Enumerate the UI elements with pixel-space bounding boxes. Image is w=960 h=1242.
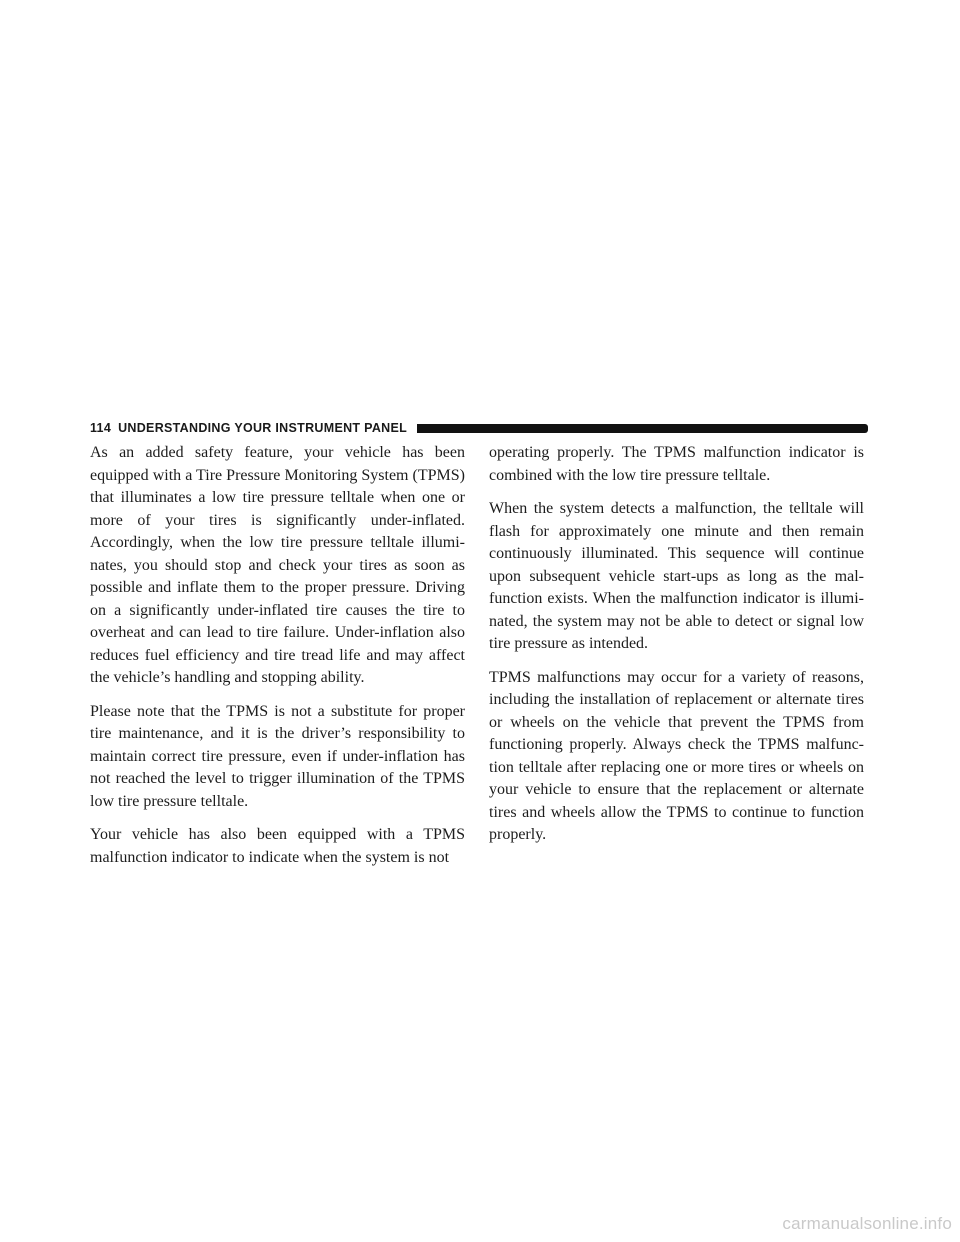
header-rule-bar (417, 424, 868, 433)
paragraph: As an added safety feature, your vehicle has been equipped with a Tire Pressure Monitoring System (TPMS) that illuminates a low tire pressure telltale when one or more of your tires is significantly under-inflated. Accordingly, when the low tire pressure telltale illuminates, you should stop and check your tires as soon as possible and inflate them to the proper pressure. Driving on a significantly under-inflated tire causes the tire to overheat and can lead to tire failure. Under-inflation also reduces fuel efficiency and tire tread life and may affect the vehicle’s handling and stopping ability. (90, 444, 465, 686)
page-header (90, 420, 868, 436)
section-title: UNDERSTANDING YOUR INSTRUMENT PANEL (118, 421, 408, 435)
paragraph: TPMS malfunctions may occur for a variety of reasons, including the installation of replacement or alternate tires or wheels on the vehicle that prevent the TPMS from functioning properly. Always check the TPMS malfunction telltale after replacing one or more tires or wheels on your vehicle to ensure that the replacement or alternate tires and wheels allow the TPMS to continue to function properly. (489, 668, 864, 843)
paragraph: When the system detects a malfunction, the telltale will flash for approximately one minute and then remain continuously illuminated. This sequence will continue upon subsequent vehicle start-ups as long as the malfunction exists. When the malfunction indicator is illuminated, the system may not be able to detect or signal low tire pressure as intended. (489, 500, 864, 652)
page-number: 114 (90, 421, 112, 435)
paragraph: Please note that the TPMS is not a substitute for proper tire maintenance, and it is the driver’s responsibility to maintain correct tire pressure, even if under-inflation has not reached the level to trigger illumination of the TPMS low tire pressure telltale. (90, 702, 465, 810)
watermark-link[interactable]: carmanualsonline.info (782, 1214, 952, 1233)
paragraph: Your vehicle has also been equipped with a TPMS malfunction indicator to indicate when the system is not (90, 826, 465, 866)
paragraph: operating properly. The TPMS malfunction indicator is combined with the low tire pressure telltale. (489, 444, 864, 484)
right-column (489, 442, 864, 858)
left-column (90, 442, 465, 880)
